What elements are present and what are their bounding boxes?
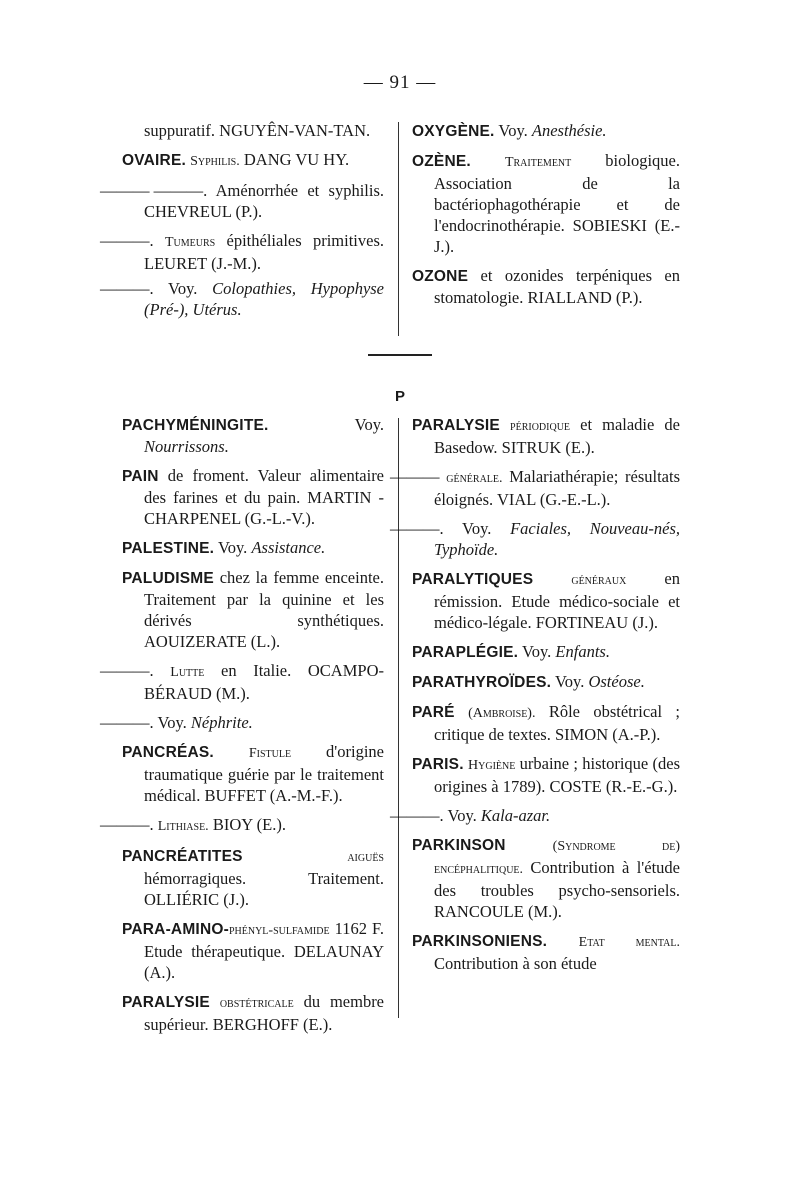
entry-subject: Tumeurs bbox=[164, 235, 216, 250]
entry-headword: PARÉ bbox=[412, 704, 455, 721]
entry-headword: PARAPLÉGIE. bbox=[412, 644, 519, 661]
entry-text: Aménorrhée et syphilis. CHEVREUL (P.). bbox=[144, 181, 385, 221]
entry-dash: ———. bbox=[100, 815, 154, 834]
entry-crossref: Anesthésie. bbox=[531, 121, 607, 140]
entry-headword: PARA-AMINO- bbox=[122, 921, 229, 938]
index-entry bbox=[122, 845, 384, 910]
entry-crossref: Assistance. bbox=[251, 538, 326, 557]
index-entry bbox=[412, 414, 680, 458]
entry-dash: ———. bbox=[100, 231, 154, 250]
index-entry bbox=[412, 701, 680, 745]
column-divider bbox=[398, 418, 399, 1018]
bottom-right-column bbox=[390, 414, 681, 982]
entry-crossref: Ostéose. bbox=[588, 672, 645, 691]
entry-text: de froment. Valeur alimentaire des farines et du pain. MARTIN - CHARPENEL (G.-L.-V.). bbox=[144, 466, 385, 528]
entry-text: du membre supérieur. BERGHOFF (E.). bbox=[144, 992, 385, 1034]
entry-subject: Syphilis. bbox=[190, 154, 240, 169]
index-entry bbox=[412, 930, 680, 974]
top-right-column bbox=[412, 120, 680, 316]
index-entry bbox=[100, 230, 385, 274]
entry-voy: Voy. bbox=[521, 642, 552, 661]
entry-headword: PALESTINE. bbox=[122, 540, 215, 557]
index-entry bbox=[390, 466, 680, 510]
entry-headword: PANCRÉAS. bbox=[122, 744, 214, 761]
page-number: — 91 — bbox=[363, 72, 437, 93]
entry-subject: phényl-sulfamide bbox=[228, 923, 330, 938]
entry-subject: obstétricale bbox=[219, 996, 294, 1011]
index-entry bbox=[122, 741, 384, 806]
entry-headword: PARIS. bbox=[412, 756, 464, 773]
entry-dash: ———. bbox=[390, 806, 444, 825]
entry-headword: PARKINSONIENS. bbox=[412, 933, 548, 950]
entry-headword: PARALYTIQUES bbox=[412, 571, 534, 588]
entry-subject: généraux bbox=[571, 573, 627, 588]
entry-subject: Lithiase. bbox=[157, 819, 209, 834]
entry-voy: Voy. bbox=[157, 713, 187, 732]
index-entry bbox=[412, 834, 680, 922]
entry-dash: ——— ———. bbox=[100, 181, 208, 200]
entry-subject: Traitement bbox=[504, 155, 572, 170]
entry-subject: générale. bbox=[446, 471, 503, 486]
entry-voy: Voy. bbox=[498, 121, 528, 140]
index-entry bbox=[412, 120, 680, 142]
entry-text: hémorragiques. Traitement. OLLIÉRIC (J.). bbox=[144, 869, 384, 909]
bottom-left-column bbox=[100, 414, 385, 1043]
entry-subject: Fistule bbox=[248, 746, 292, 761]
index-entry bbox=[412, 265, 680, 308]
entry-headword: PARATHYROÏDES. bbox=[412, 674, 552, 691]
entry-headword: PARKINSON bbox=[412, 837, 506, 854]
index-entry bbox=[122, 149, 384, 172]
entry-crossref: Faciales, Nouveau-nés, Typhoïde. bbox=[434, 519, 680, 559]
entry-dash: ———. bbox=[100, 661, 154, 680]
index-entry bbox=[122, 567, 384, 652]
index-entry bbox=[122, 414, 384, 457]
entry-text: en Italie. OCAMPO-BÉRAUD (M.). bbox=[144, 661, 384, 703]
index-entry bbox=[412, 568, 680, 633]
entry-text: et ozonides terpéniques en stomatologie. RIALLAND (P.). bbox=[434, 266, 680, 307]
entry-text: en rémission. Etude médico-sociale et médico-légale. FORTINEAU (J.). bbox=[434, 569, 680, 632]
entry-text: urbaine ; historique (des origines à 1789). COSTE (R.-E.-G.). bbox=[434, 754, 681, 796]
index-entry bbox=[122, 991, 384, 1035]
entry-crossref: Nourrissons. bbox=[144, 437, 229, 456]
entry-voy: Voy. bbox=[447, 806, 477, 825]
index-entry bbox=[122, 918, 384, 983]
entry-dash: ———. bbox=[390, 519, 444, 538]
entry-headword: PAIN bbox=[122, 468, 159, 485]
entry-headword: PANCRÉATITES bbox=[122, 848, 243, 865]
entry-dash: ——— bbox=[390, 467, 440, 486]
index-entry bbox=[412, 671, 680, 693]
index-entry bbox=[100, 278, 385, 320]
entry-text: 1162 F. Etude thérapeutique. DELAUNAY (A.). bbox=[144, 919, 384, 982]
entry-headword: PARALYSIE bbox=[122, 994, 210, 1011]
index-entry bbox=[412, 753, 680, 797]
entry-dash: ———. bbox=[100, 713, 154, 732]
index-entry bbox=[412, 641, 680, 663]
entry-text: d'origine traumatique guérie par le traitement médical. BUFFET (A.-M.-F.). bbox=[144, 742, 384, 805]
entry-voy: Voy. bbox=[354, 415, 384, 434]
section-rule bbox=[368, 354, 432, 356]
index-entry bbox=[100, 660, 384, 704]
entry-subject: aiguës bbox=[347, 850, 384, 865]
entry-subject: (Syndrome de) encéphalitique. bbox=[434, 839, 681, 877]
index-entry bbox=[390, 805, 680, 826]
entry-crossref: Kala-azar. bbox=[480, 806, 551, 825]
entry-voy: Voy. bbox=[462, 519, 492, 538]
entry-text: BIOY (E.). bbox=[212, 815, 286, 834]
index-entry bbox=[100, 814, 384, 837]
entry-headword: OXYGÈNE. bbox=[412, 123, 495, 140]
entry-headword: PACHYMÉNINGITE. bbox=[122, 417, 269, 434]
entry-text: biologique. Association de la bactériophagothérapie et de l'endocrinothérapie. SOBIESKI (E.-J.). bbox=[434, 151, 680, 256]
entry-text: chez la femme enceinte. Traitement par la quinine et les dérivés synthétiques. AOUIZERATE (L.). bbox=[144, 568, 385, 651]
entry-crossref: Néphrite. bbox=[190, 713, 253, 732]
entry-voy: Voy. bbox=[217, 538, 248, 557]
entry-headword: PARALYSIE bbox=[412, 417, 500, 434]
entry-headword: OZONE bbox=[412, 268, 469, 285]
entry-text: épithéliales primitives. LEURET (J.-M.). bbox=[144, 231, 385, 273]
entry-text: Rôle obstétrical ; critique de textes. SIMON (A.-P.). bbox=[434, 702, 681, 744]
index-entry bbox=[412, 150, 680, 257]
entry-headword: OVAIRE. bbox=[122, 152, 186, 169]
index-entry bbox=[100, 180, 385, 222]
entry-voy: Voy. bbox=[554, 672, 585, 691]
entry-subject: (Ambroise). bbox=[468, 706, 536, 721]
index-entry bbox=[122, 465, 384, 529]
entry-headword: PALUDISME bbox=[122, 570, 214, 587]
entry-text: Contribution à l'étude des troubles psycho-sensoriels. RANCOULE (M.). bbox=[434, 858, 681, 921]
entry-text: DANG VU HY. bbox=[243, 150, 350, 169]
entry-subject: Hygiène bbox=[468, 758, 516, 773]
entry-text: Contribution à son étude bbox=[434, 954, 597, 973]
column-divider bbox=[398, 122, 399, 336]
entry-text: Malariathérapie; résultats éloignés. VIAL (G.-E.-L.). bbox=[434, 467, 680, 509]
entry-voy: Voy. bbox=[168, 279, 198, 298]
index-entry bbox=[100, 712, 384, 733]
entry-subject: périodique bbox=[510, 419, 571, 434]
entry-subject: Etat mental. bbox=[578, 935, 680, 950]
entry-dash: ———. bbox=[100, 279, 154, 298]
index-entry bbox=[122, 120, 384, 141]
index-entry bbox=[390, 518, 680, 560]
entry-crossref: Colopathies, Hypophyse (Pré-), Utérus. bbox=[144, 279, 385, 319]
entry-crossref: Enfants. bbox=[555, 642, 610, 661]
top-left-column bbox=[100, 120, 385, 328]
index-entry bbox=[122, 537, 384, 559]
entry-text: et maladie de Basedow. SITRUK (E.). bbox=[434, 415, 681, 457]
entry-headword: OZÈNE. bbox=[412, 153, 471, 170]
entry-subject: Lutte bbox=[170, 665, 205, 680]
entry-text: suppuratif. NGUYÊN-VAN-TAN. bbox=[144, 121, 371, 140]
section-letter: P bbox=[394, 388, 405, 405]
